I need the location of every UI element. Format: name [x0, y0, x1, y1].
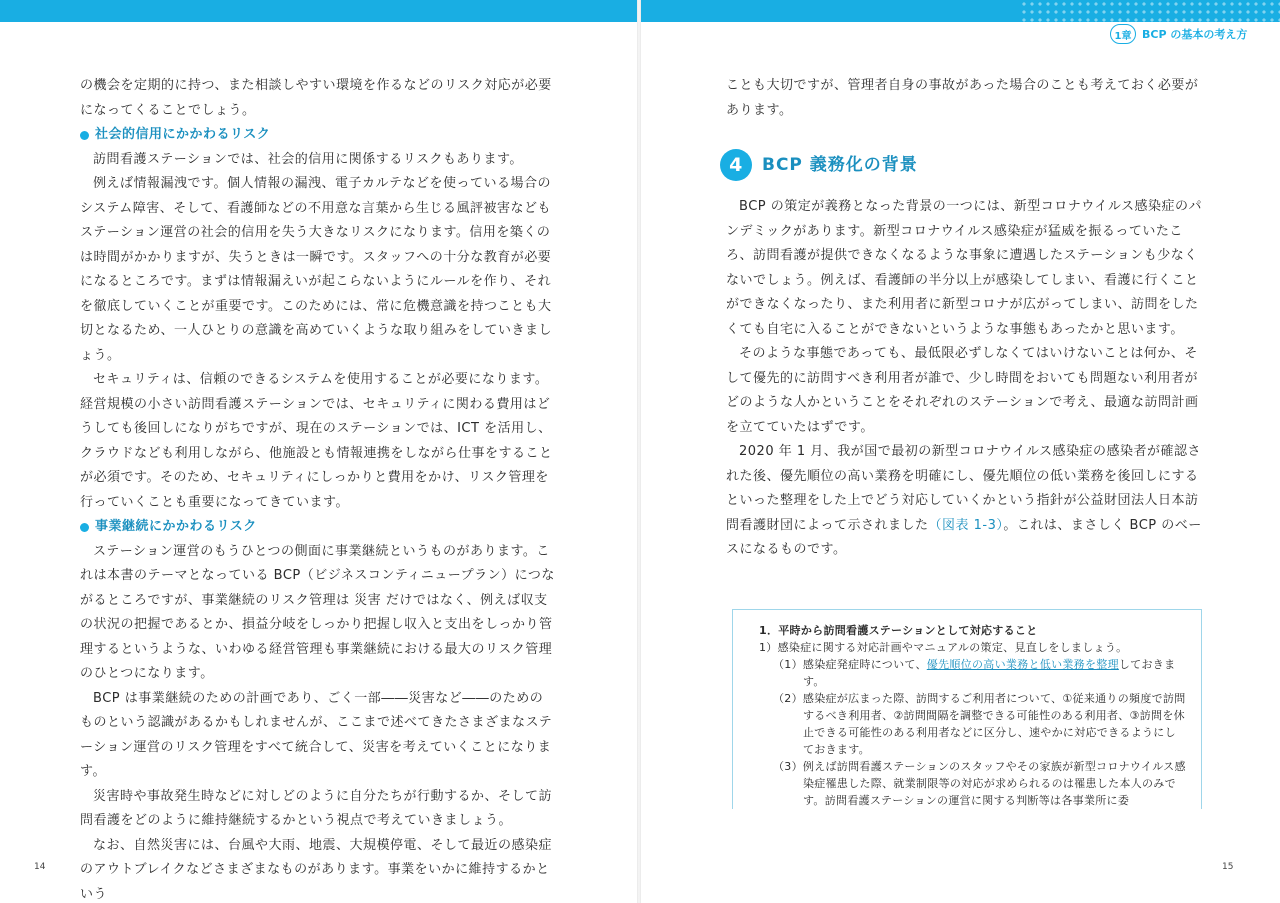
section-heading: [720, 149, 1202, 181]
figure-item: （2）感染症が広まった際、訪問するご利用者について、①従来通りの頻度で訪問するべき利用者、②訪問間隔を調整できる可能性のある利用者、③訪問を休止できる可能性のある利用者などに区分し、速やかに対応できるようにしておきます。: [773, 692, 1186, 756]
chapter-title: BCP の基本の考え方: [1142, 28, 1248, 41]
dot-pattern: [1020, 0, 1280, 22]
bullet-icon: [80, 131, 89, 140]
right-page-text: [726, 74, 1202, 563]
section-title: BCP 義務化の背景: [762, 154, 918, 175]
book-gutter: [637, 0, 641, 903]
subheading-social-credit: [80, 123, 555, 148]
left-page-text: [80, 74, 555, 903]
paragraph: 例えば情報漏洩です。個人情報の漏洩、電子カルテなどを使っている場合のシステム障害、そして、看護師などの不用意な言葉から生じる風評被害などもステーション運営の社会的信用を失う大きなリスクになります。信用を築くのは時間がかかりますが、失うときは一瞬です。スタッフへの十分な教育が必要になるところです。まずは情報漏えいが起こらないようにルールを作り、それを徹底していくことが重要です。このためには、常に危機意識を持つことも大切となるため、一人ひとりの意識を高めていくような取り組みをしていきましょう。: [80, 176, 552, 363]
chapter-badge: 1章: [1110, 24, 1136, 44]
text-run: （1）感染症発症時について、: [773, 658, 927, 671]
paragraph: の機会を定期的に持つ、また相談しやすい環境を作るなどのリスク対応が必要になってくることでしょう。: [80, 78, 552, 118]
section-number-badge: 4: [720, 149, 752, 181]
figure-item: （3）例えば訪問看護ステーションのスタッフやその家族が新型コロナウイルス感染症罹患した際、就業制限等の対応が求められるのは罹患した本人のみです。訪問看護ステーションの運営に関する判断等は各事業所に委: [773, 760, 1186, 807]
chapter-running-head: [1110, 24, 1247, 44]
figure-subheading: 1）感染症に関する対応計画やマニュアルの策定、見直しをしましょう。: [759, 641, 1128, 654]
paragraph: 災害時や事故発生時などに対しどのように自分たちが行動するか、そして訪問看護をどのように維持継続するかという視点で考えていきましょう。: [80, 788, 553, 828]
text-run: しておきます。: [803, 658, 1176, 688]
paragraph: 訪問看護ステーションでは、社会的信用に関係するリスクもあります。: [93, 151, 523, 167]
text-run: 2020 年 1 月、我が国で最初の新型コロナウイルス感染症の感染者が確認された後、優先順位の高い業務を明確にし、優先順位の低い業務を後回しにするといった整理をした上でどう対応していくかという指針が公益財団法人日本訪問看護財団によって示されました: [726, 444, 1201, 533]
text-run: 。これは、まさしく BCP のベースになるものです。: [726, 517, 1202, 557]
figure-reference-link[interactable]: （図表 1-3）: [928, 517, 1004, 533]
figure-item: [759, 656, 1187, 690]
top-color-bar-right: [641, 0, 1280, 22]
subheading-label: 社会的信用にかかわるリスク: [95, 127, 271, 142]
paragraph: なお、自然災害には、台風や大雨、地震、大規模停電、そして最近の感染症のアウトブレイクなどさまざまなものがあります。事業をいかに維持するかという: [80, 837, 553, 902]
highlighted-text: 優先順位の高い業務と低い業務を整理: [926, 658, 1119, 671]
paragraph: BCP は事業継続のための計画であり、ごく一部――災害など――のためのものという認識があるかもしれませんが、ここまで述べてきたさまざまなステーション運営のリスク管理をすべて統合して、災害を考えていくことになります。: [80, 690, 553, 779]
top-color-bar-left: [0, 0, 637, 22]
paragraph: ことも大切ですが、管理者自身の事故があった場合のことも考えておく必要があります。: [726, 78, 1199, 118]
figure-1-3-box: [732, 609, 1202, 809]
figure-heading: 1．平時から訪問看護ステーションとして対応すること: [759, 624, 1038, 637]
paragraph: セキュリティは、信頼のできるシステムを使用することが必要になります。経営規模の小さい訪問看護ステーションでは、セキュリティに関わる費用はどうしても後回しになりがちですが、現在のステーションでは、ICT を活用し、クラウドなども利用しながら、他施設とも情報連携をしながら仕事をすることが必須です。そのため、セキュリティにしっかりと費用をかけ、リスク管理を行っていくことも重要になってきています。: [80, 372, 553, 510]
page-number-left: 14: [34, 862, 46, 872]
paragraph: BCP の策定が義務となった背景の一つには、新型コロナウイルス感染症のパンデミックがあります。新型コロナウイルス感染症が猛威を振るっていたころ、訪問看護が提供できなくなるような事象に遭遇したステーションも少なくないでしょう。例えば、看護師の半分以上が感染してしまい、看護に行くことができなくなったり、また利用者に新型コロナが広がってしまい、訪問をしたくても自宅に入ることができないというような事態もあったかと思います。: [726, 199, 1202, 337]
paragraph: [726, 440, 1202, 563]
subheading-business-continuity: [80, 515, 555, 540]
bullet-icon: [80, 523, 89, 532]
subheading-label: 事業継続にかかわるリスク: [95, 519, 257, 534]
paragraph: そのような事態であっても、最低限必ずしなくてはいけないことは何か、そして優先的に訪問すべき利用者が誰で、少し時間をおいても問題ない利用者がどのような人かということをそれぞれのステーションで考え、最適な訪問計画を立てていたはずです。: [726, 346, 1199, 435]
page-number-right: 15: [1222, 862, 1234, 872]
paragraph: ステーション運営のもうひとつの側面に事業継続というものがあります。これは本書のテーマとなっている BCP（ビジネスコンティニュープラン）につながるところですが、事業継続のリスク管理は 災害 だけではなく、例えば収支の状況の把握であるとか、損益分岐をしっかり把握し収入と支出をしっかり管理するというような、いわゆる経営管理も事業継続における最大のリスク管理のひとつになります。: [80, 543, 555, 681]
